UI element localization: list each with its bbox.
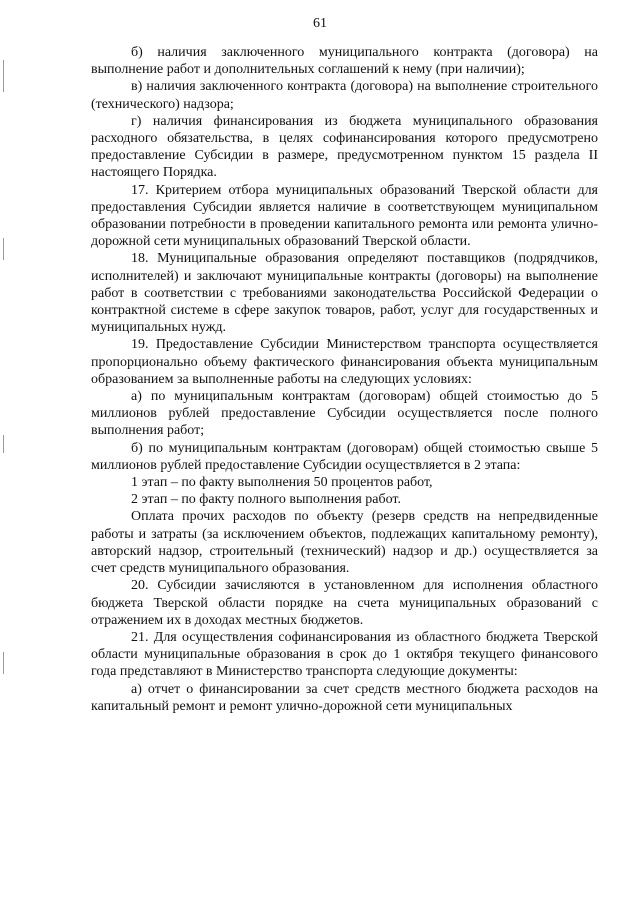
- paragraph-stage-2: 2 этап – по факту полного выполнения работ.: [131, 492, 401, 508]
- paragraph-17-criterion: 17. Критерием отбора муниципальных образований Тверской области для предоставления Субсидии является наличие в соответствующем муниципальном образовании потребности в проведении капитального ремонта или ремонта улично-дорожной сети муниципальных образований Тверской области.: [91, 182, 598, 250]
- paragraph-g-financing: г) наличия финансирования из бюджета муниципального образования расходного обязательства, в целях софинансирования которого предусмотрено предоставление Субсидии в размере, предусмотренном пунктом 15 раздела II настоящего Порядка.: [91, 113, 598, 181]
- paragraph-b-contract: б) наличия заключенного муниципального контракта (договора) на выполнение работ и дополнительных соглашений к нему (при наличии);: [91, 45, 598, 78]
- paragraph-18-suppliers: 18. Муниципальные образования определяют поставщиков (подрядчиков, исполнителей) и заключают муниципальные контракты (договоры) на выполнение работ в соответствии с требованиями законодательства Российской Федерации о контрактной системе в сфере закупок товаров, работ, услуг для государственных и муниципальных нужд.: [91, 251, 598, 336]
- scan-margin-mark: [3, 435, 4, 453]
- paragraph-v-supervision: в) наличия заключенного контракта (договора) на выполнение строительного (технического) надзора;: [91, 79, 598, 112]
- paragraph-a-under-5m: а) по муниципальным контрактам (договорам) общей стоимостью до 5 миллионов рублей предоставление Субсидии осуществляется после полного выполнения работ;: [91, 389, 598, 439]
- document-body: [91, 44, 598, 715]
- scan-margin-mark: [3, 238, 4, 260]
- scan-margin-mark: [3, 60, 4, 92]
- scan-margin-mark: [3, 652, 4, 674]
- paragraph-b-over-5m: б) по муниципальным контрактам (договорам) общей стоимостью свыше 5 миллионов рублей предоставление Субсидии осуществляется в 2 этапа:: [91, 440, 598, 473]
- page-number: 61: [313, 16, 327, 31]
- paragraph-stage-1: 1 этап – по факту выполнения 50 процентов работ,: [131, 475, 433, 491]
- paragraph-other-expenses: Оплата прочих расходов по объекту (резерв средств на непредвиденные работы и затраты (за исключением объектов, подлежащих капитальному ремонту), авторский надзор, строительный (технический) надзор и др.) осуществляется за счет средств муниципального образования.: [91, 509, 598, 577]
- paragraph-20-crediting: 20. Субсидии зачисляются в установленном для исполнения областного бюджета Тверской области порядке на счета муниципальных образований с отражением их в доходах местных бюджетов.: [91, 578, 598, 628]
- paragraph-21-documents: 21. Для осуществления софинансирования из областного бюджета Тверской области муниципальные образования в срок до 1 октября текущего финансового года представляют в Министерство транспорта следующие документы:: [91, 629, 598, 680]
- paragraph-19-provision: 19. Предоставление Субсидии Министерством транспорта осуществляется пропорционально объему фактического финансирования объекта муниципальным образованием за выполненные работы на следующих условиях:: [91, 337, 598, 387]
- paragraph-a-report: а) отчет о финансировании за счет средств местного бюджета расходов на капитальный ремонт и ремонт улично-дорожной сети муниципальных: [91, 681, 598, 714]
